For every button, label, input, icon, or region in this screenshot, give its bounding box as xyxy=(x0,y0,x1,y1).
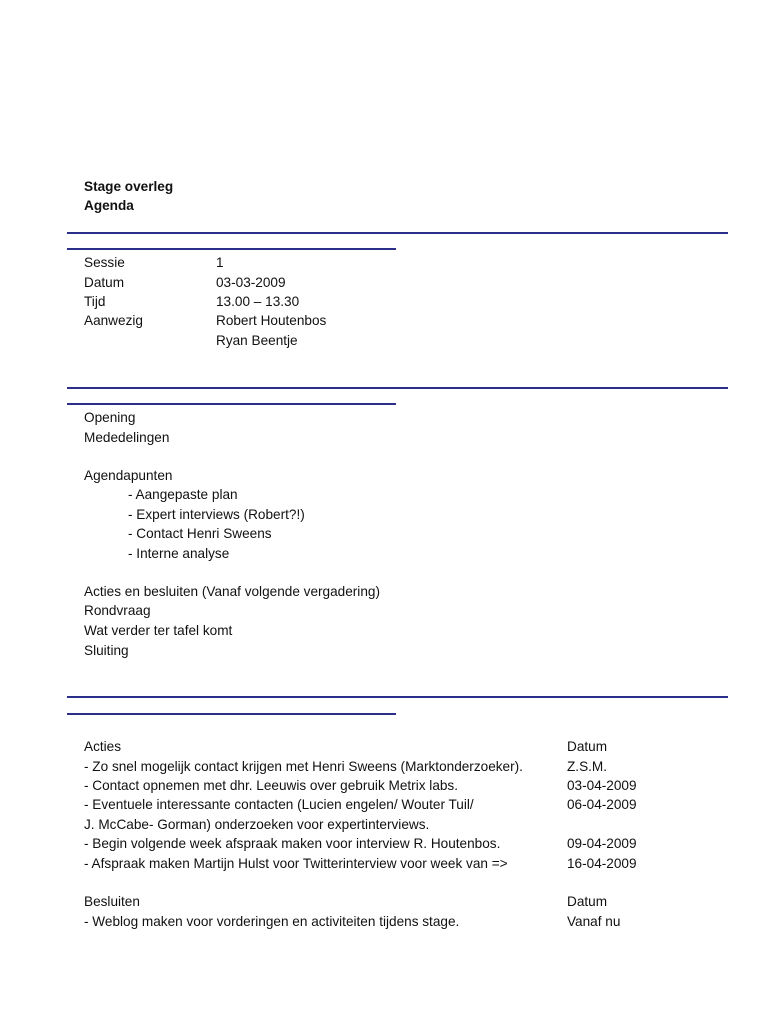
session-value: 1 xyxy=(216,255,224,270)
action-date: 03-04-2009 xyxy=(567,778,637,793)
divider-line xyxy=(67,387,728,389)
divider-line-short xyxy=(67,713,396,715)
time-value: 13.00 – 13.30 xyxy=(216,294,300,309)
action-date: 06-04-2009 xyxy=(567,797,637,812)
attendee-name: Ryan Beentje xyxy=(216,333,298,348)
agenda-point: - Expert interviews (Robert?!) xyxy=(128,507,305,522)
decision-date: Vanaf nu xyxy=(567,914,621,929)
decisions-date-heading: Datum xyxy=(567,894,608,909)
action-date: Z.S.M. xyxy=(567,759,608,774)
action-text: - Zo snel mogelijk contact krijgen met Henri Sweens (Marktonderzoeker). xyxy=(84,759,523,774)
agenda-item-actions-decisions: Acties en besluiten (Vanaf volgende vergadering) xyxy=(84,584,380,599)
action-text: - Contact opnemen met dhr. Leeuwis over gebruik Metrix labs. xyxy=(84,778,459,793)
time-label: Tijd xyxy=(84,294,106,309)
divider-line xyxy=(67,696,728,698)
action-text: - Afspraak maken Martijn Hulst voor Twitterinterview voor week van => xyxy=(84,856,508,871)
agenda-points-heading: Agendapunten xyxy=(84,468,173,483)
divider-line-short xyxy=(67,248,396,250)
action-text: - Eventuele interessante contacten (Lucien engelen/ Wouter Tuil/ xyxy=(84,797,474,812)
document-subtitle: Agenda xyxy=(84,198,134,213)
document-title: Stage overleg xyxy=(84,179,174,194)
agenda-item-questions: Rondvraag xyxy=(84,603,151,618)
action-date: 16-04-2009 xyxy=(567,856,637,871)
action-date: 09-04-2009 xyxy=(567,836,637,851)
date-label: Datum xyxy=(84,275,125,290)
actions-heading: Acties xyxy=(84,739,122,754)
decisions-heading: Besluiten xyxy=(84,894,140,909)
agenda-item-closing: Sluiting xyxy=(84,643,129,658)
divider-line-short xyxy=(67,403,396,405)
session-label: Sessie xyxy=(84,255,125,270)
actions-date-heading: Datum xyxy=(567,739,608,754)
agenda-item-announcements: Mededelingen xyxy=(84,430,170,445)
attendee-name: Robert Houtenbos xyxy=(216,313,327,328)
divider-line xyxy=(67,232,728,234)
action-text-continuation: J. McCabe- Gorman) onderzoeken voor expertinterviews. xyxy=(84,817,430,832)
decision-text: - Weblog maken voor vorderingen en activiteiten tijdens stage. xyxy=(84,914,460,929)
agenda-item-opening: Opening xyxy=(84,410,136,425)
date-value: 03-03-2009 xyxy=(216,275,286,290)
agenda-point: - Aangepaste plan xyxy=(128,487,238,502)
attendees-label: Aanwezig xyxy=(84,313,143,328)
agenda-item-further: Wat verder ter tafel komt xyxy=(84,623,233,638)
agenda-point: - Interne analyse xyxy=(128,546,230,561)
action-text: - Begin volgende week afspraak maken voor interview R. Houtenbos. xyxy=(84,836,501,851)
agenda-point: - Contact Henri Sweens xyxy=(128,526,272,541)
